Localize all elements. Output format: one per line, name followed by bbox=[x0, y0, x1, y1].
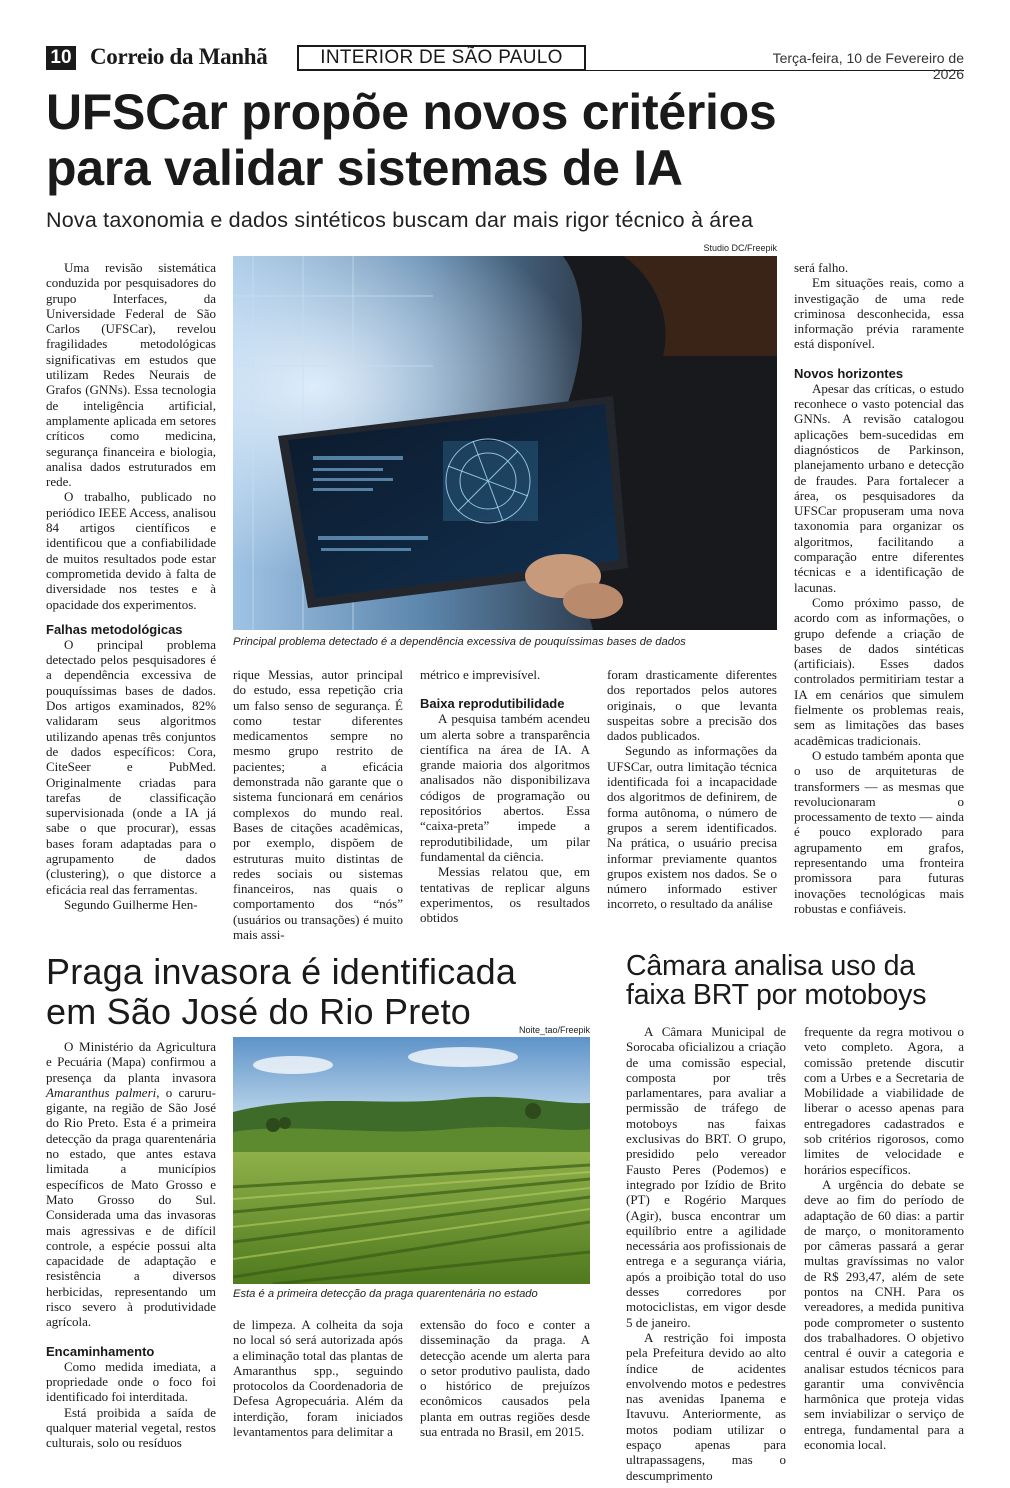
paragraph: Segundo Guilherme Hen- bbox=[64, 896, 198, 912]
paragraph: Como próximo passo, de acordo com as informações, o grupo defende a criação de bases de dados sintéticas (artificiais). Esses dados controlados permitiriam testar a IA em cenários que simulem fielmente os problemas reais, sem as limitações das bases acadêmicas tradicionais. bbox=[794, 594, 964, 748]
story1-headline bbox=[46, 84, 946, 196]
story2-photo-credit: Noite_tao/Freepik bbox=[518, 1025, 590, 1035]
paragraph: rique Messias, autor principal do estudo, essa repetição cria um falso senso de segurança. É como testar diferentes medicamentos sempre no mesmo grupo restrito de pacientes; a eficácia demonstrada não garante que o sistema funcionará em cenários complexos do mundo real. Bases de citações acadêmicas, por exemplo, dispõem de estruturas muito distintas de redes sociais ou sistemas financeiros, nas quais o comportamento dos “nós” (usuários ou transações) é muito mais assi- bbox=[233, 667, 403, 943]
paragraph: A urgência do debate se deve ao fim do período de adaptação de 60 dias: a partir de março, o monitoramento por câmeras passará a gerar multas gravíssimas no valor de R$ 293,47, além de sete pontos na CNH. Para os vereadores, a medida punitiva pode comprometer o sustento dos trabalhadores. O objetivo central é ouvir a categoria e analisar estudos técnicos para garantir uma convivência harmônica que proteja vidas sem inviabilizar o serviço de entrega, fundamental para a economia local. bbox=[804, 1176, 964, 1453]
story1-headline-line1: UFSCar propõe novos critérios bbox=[46, 84, 777, 140]
paragraph bbox=[46, 1039, 216, 1330]
paragraph: A restrição foi imposta pela Prefeitura devido ao alto índice de acidentes envolvendo motos e pedestres nas avenidas Ipanema e Itavuvu. Anteriormente, as motos podiam utilizar o espaço apenas para ultrapassagens, mas o descumprimento bbox=[626, 1329, 786, 1483]
story1-headline-line2: para validar sistemas de IA bbox=[46, 140, 683, 196]
story1-column-5 bbox=[794, 260, 964, 916]
story1-column-4 bbox=[607, 667, 777, 912]
story1-column-1 bbox=[46, 260, 216, 912]
story2-column-3 bbox=[420, 1317, 590, 1439]
story3-column-1 bbox=[626, 1024, 786, 1483]
story2-column-2 bbox=[233, 1317, 403, 1439]
tablet-illustration bbox=[233, 256, 777, 630]
species-name: Amaranthus palmeri bbox=[46, 1084, 157, 1100]
subheading: Falhas metodológicas bbox=[46, 621, 183, 637]
story1-column-3 bbox=[420, 667, 590, 925]
section-label: INTERIOR DE SÃO PAULO bbox=[297, 45, 586, 71]
paragraph: Uma revisão sistemática conduzida por pesquisadores do grupo Interfaces, da Universidade Federal de São Carlos (UFSCar), revelou fragilidades metodológicas significativas em estudos que utilizam Redes Neurais de Grafos (GNNs). Essa tecnologia de inteligência artificial, amplamente aplicada em setores críticos como medicina, segurança financeira e biologia, analisa dados estruturados em rede. bbox=[46, 260, 216, 490]
story1-photo-credit: Studio DC/Freepik bbox=[703, 243, 777, 253]
story3-column-2 bbox=[804, 1024, 964, 1452]
text-run: O Ministério da Agricultura e Pecuária (Mapa) confirmou a presença da planta invasora bbox=[46, 1039, 216, 1085]
paragraph: de limpeza. A colheita da soja no local só será autorizada após a eliminação total das plantas de Amaranthus spp., seguindo protocolos da Coordenadoria de Defesa Agropecuária. Além da interdição, foram iniciados levantamentos para delimitar a bbox=[233, 1317, 403, 1440]
subheading: Baixa reprodutibilidade bbox=[420, 696, 565, 712]
paragraph: Como medida imediata, a propriedade onde o foco foi identificado foi interditada. bbox=[46, 1358, 216, 1405]
paragraph: O estudo também aponta que o uso de arquiteturas de transformers — as mesmas que revolucionaram o processamento de texto — ainda é pouco explorado para agrupamento em grafos, representando uma fronteira promissora para futuras inovações tecnológicas mais robustas e confiáveis. bbox=[794, 747, 964, 916]
paragraph: métrico e imprevisível. bbox=[420, 667, 541, 682]
field-photo bbox=[233, 1037, 590, 1284]
story3-headline bbox=[626, 952, 986, 1010]
paragraph: A pesquisa também acendeu um alerta sobre a transparência científica na área de IA. A grande maioria dos algoritmos analisados não disponibilizava códigos de programação ou repositórios abertos. Essa “caixa-preta” impede a reprodutibilidade, um pilar fundamental da ciência. bbox=[420, 711, 590, 864]
paragraph: Messias relatou que, em tentativas de replicar alguns experimentos, os resultados obtidos bbox=[420, 864, 590, 926]
story2-column-1 bbox=[46, 1039, 216, 1450]
story2-photo-caption: Esta é a primeira detecção da praga quarentenária no estado bbox=[233, 1288, 538, 1300]
story3-headline-line2: faixa BRT por motoboys bbox=[626, 979, 927, 1011]
paragraph: extensão do foco e conter a disseminação da praga. A detecção acende um alerta para o setor produtivo paulista, dado o histórico de prejuízos econômicos causados pela planta em outras regiões desde sua entrada no Brasil, em 2015. bbox=[420, 1317, 590, 1440]
story1-photo-caption: Principal problema detectado é a dependência excessiva de pouquíssimas bases de dados bbox=[233, 636, 686, 648]
paragraph: será falho. bbox=[794, 260, 849, 275]
field-illustration bbox=[233, 1037, 590, 1284]
paragraph: frequente da regra motivou o veto completo. Agora, a comissão pretende discutir com a Urbes e a Secretaria de Mobilidade a viabilidade de liberar o acesso apenas para entregadores cadastrados e sob critérios rigorosos, como limites de velocidade e horários específicos. bbox=[804, 1024, 964, 1177]
paragraph: A Câmara Municipal de Sorocaba oficializou a criação de uma comissão especial, composta por três parlamentares, para avaliar a permissão de tráfego de motoboys nas faixas exclusivas do BRT. O grupo, presidido pelo vereador Fausto Peres (Podemos) e integrado por Izídio de Brito (PT) e Rogério Marques (Agir), busca encontrar um equilíbrio entre a agilidade necessária aos profissionais de entrega e a segurança viária, após a proibição total do uso desses corredores por motociclistas, em vigor desde 5 de janeiro. bbox=[626, 1024, 786, 1330]
story2-headline bbox=[46, 952, 606, 1032]
text-run: , o caruru-gigante, na região de São José do Rio Preto. Esta é a primeira detecção da praga quarentenária no estado, que antes estava limitada a municípios específicos de Mato Grosso e Mato Grosso do Sul. Considerada uma das invasoras mais agressivas e de difícil controle, a espécie possui alta capacidade de adaptação e resistência a diversos herbicidas, representando um risco severo à produtividade agrícola. bbox=[46, 1084, 217, 1330]
paragraph: Segundo as informações da UFSCar, outra limitação técnica identificada foi a incapacidade dos algoritmos de definirem, de forma autônoma, o número de grupos a serem identificados. Na prática, o usuário precisa informar previamente quantos grupos existem nos dados. Se o número informado estiver incorreto, o resultado da análise bbox=[607, 743, 777, 912]
story3-headline-line1: Câmara analisa uso da bbox=[626, 950, 915, 982]
paragraph: Apesar das críticas, o estudo reconhece o vasto potencial das GNNs. A revisão catalogou aplicações bem-sucedidas em diagnósticos de Parkinson, planejamento urbano e detecção de fraudes. Para fortalecer a área, os pesquisadores da UFSCar propuseram uma nova taxonomia para organizar os algoritmos, facilitando a comparação entre diferentes técnicas e a identificação de lacunas. bbox=[794, 380, 964, 595]
story1-column-2 bbox=[233, 667, 403, 942]
story1-subheadline: Nova taxonomia e dados sintéticos buscam dar mais rigor técnico à área bbox=[46, 208, 754, 232]
paragraph: foram drasticamente diferentes dos reportados pelos autores originais, o que levanta suspeitas sobre a precisão dos dados publicados. bbox=[607, 667, 777, 744]
subheading: Novos horizontes bbox=[794, 365, 904, 381]
issue-date: Terça-feira, 10 de Fevereiro de 2026 bbox=[772, 50, 964, 82]
paragraph: Está proibida a saída de qualquer material vegetal, restos culturais, solo ou resíduos bbox=[46, 1404, 216, 1451]
paragraph: O principal problema detectado pelos pesquisadores é a dependência excessiva de pouquíssimas bases de dados. Dos artigos examinados, 82% validaram seus algoritmos utilizando apenas três conjuntos de dados específicos: Cora, CiteSeer e PubMed. Originalmente criadas para tarefas de classificação supervisionada (onde a IA já sabe o que procurar), essas bases foram adaptadas para o agrupamento de dados (clustering), o que distorce a eficácia real das ferramentas. bbox=[46, 636, 216, 897]
page-number: 10 bbox=[46, 46, 76, 70]
paragraph: Em situações reais, como a investigação de uma rede criminosa desconhecida, essa informação prévia raramente está disponível. bbox=[794, 275, 964, 352]
tablet-photo bbox=[233, 256, 777, 630]
paragraph: O trabalho, publicado no periódico IEEE Access, analisou 84 artigos científicos e identificou que a confiabilidade de muitos resultados pode estar comprometida devido à falta de diversidade nos testes e à opacidade dos experimentos. bbox=[46, 489, 216, 612]
story2-headline-line1: Praga invasora é identificada bbox=[46, 951, 517, 992]
story2-headline-line2: em São José do Rio Preto bbox=[46, 991, 472, 1032]
subheading: Encaminhamento bbox=[46, 1343, 155, 1359]
newspaper-masthead: Correio da Manhã bbox=[90, 44, 268, 69]
